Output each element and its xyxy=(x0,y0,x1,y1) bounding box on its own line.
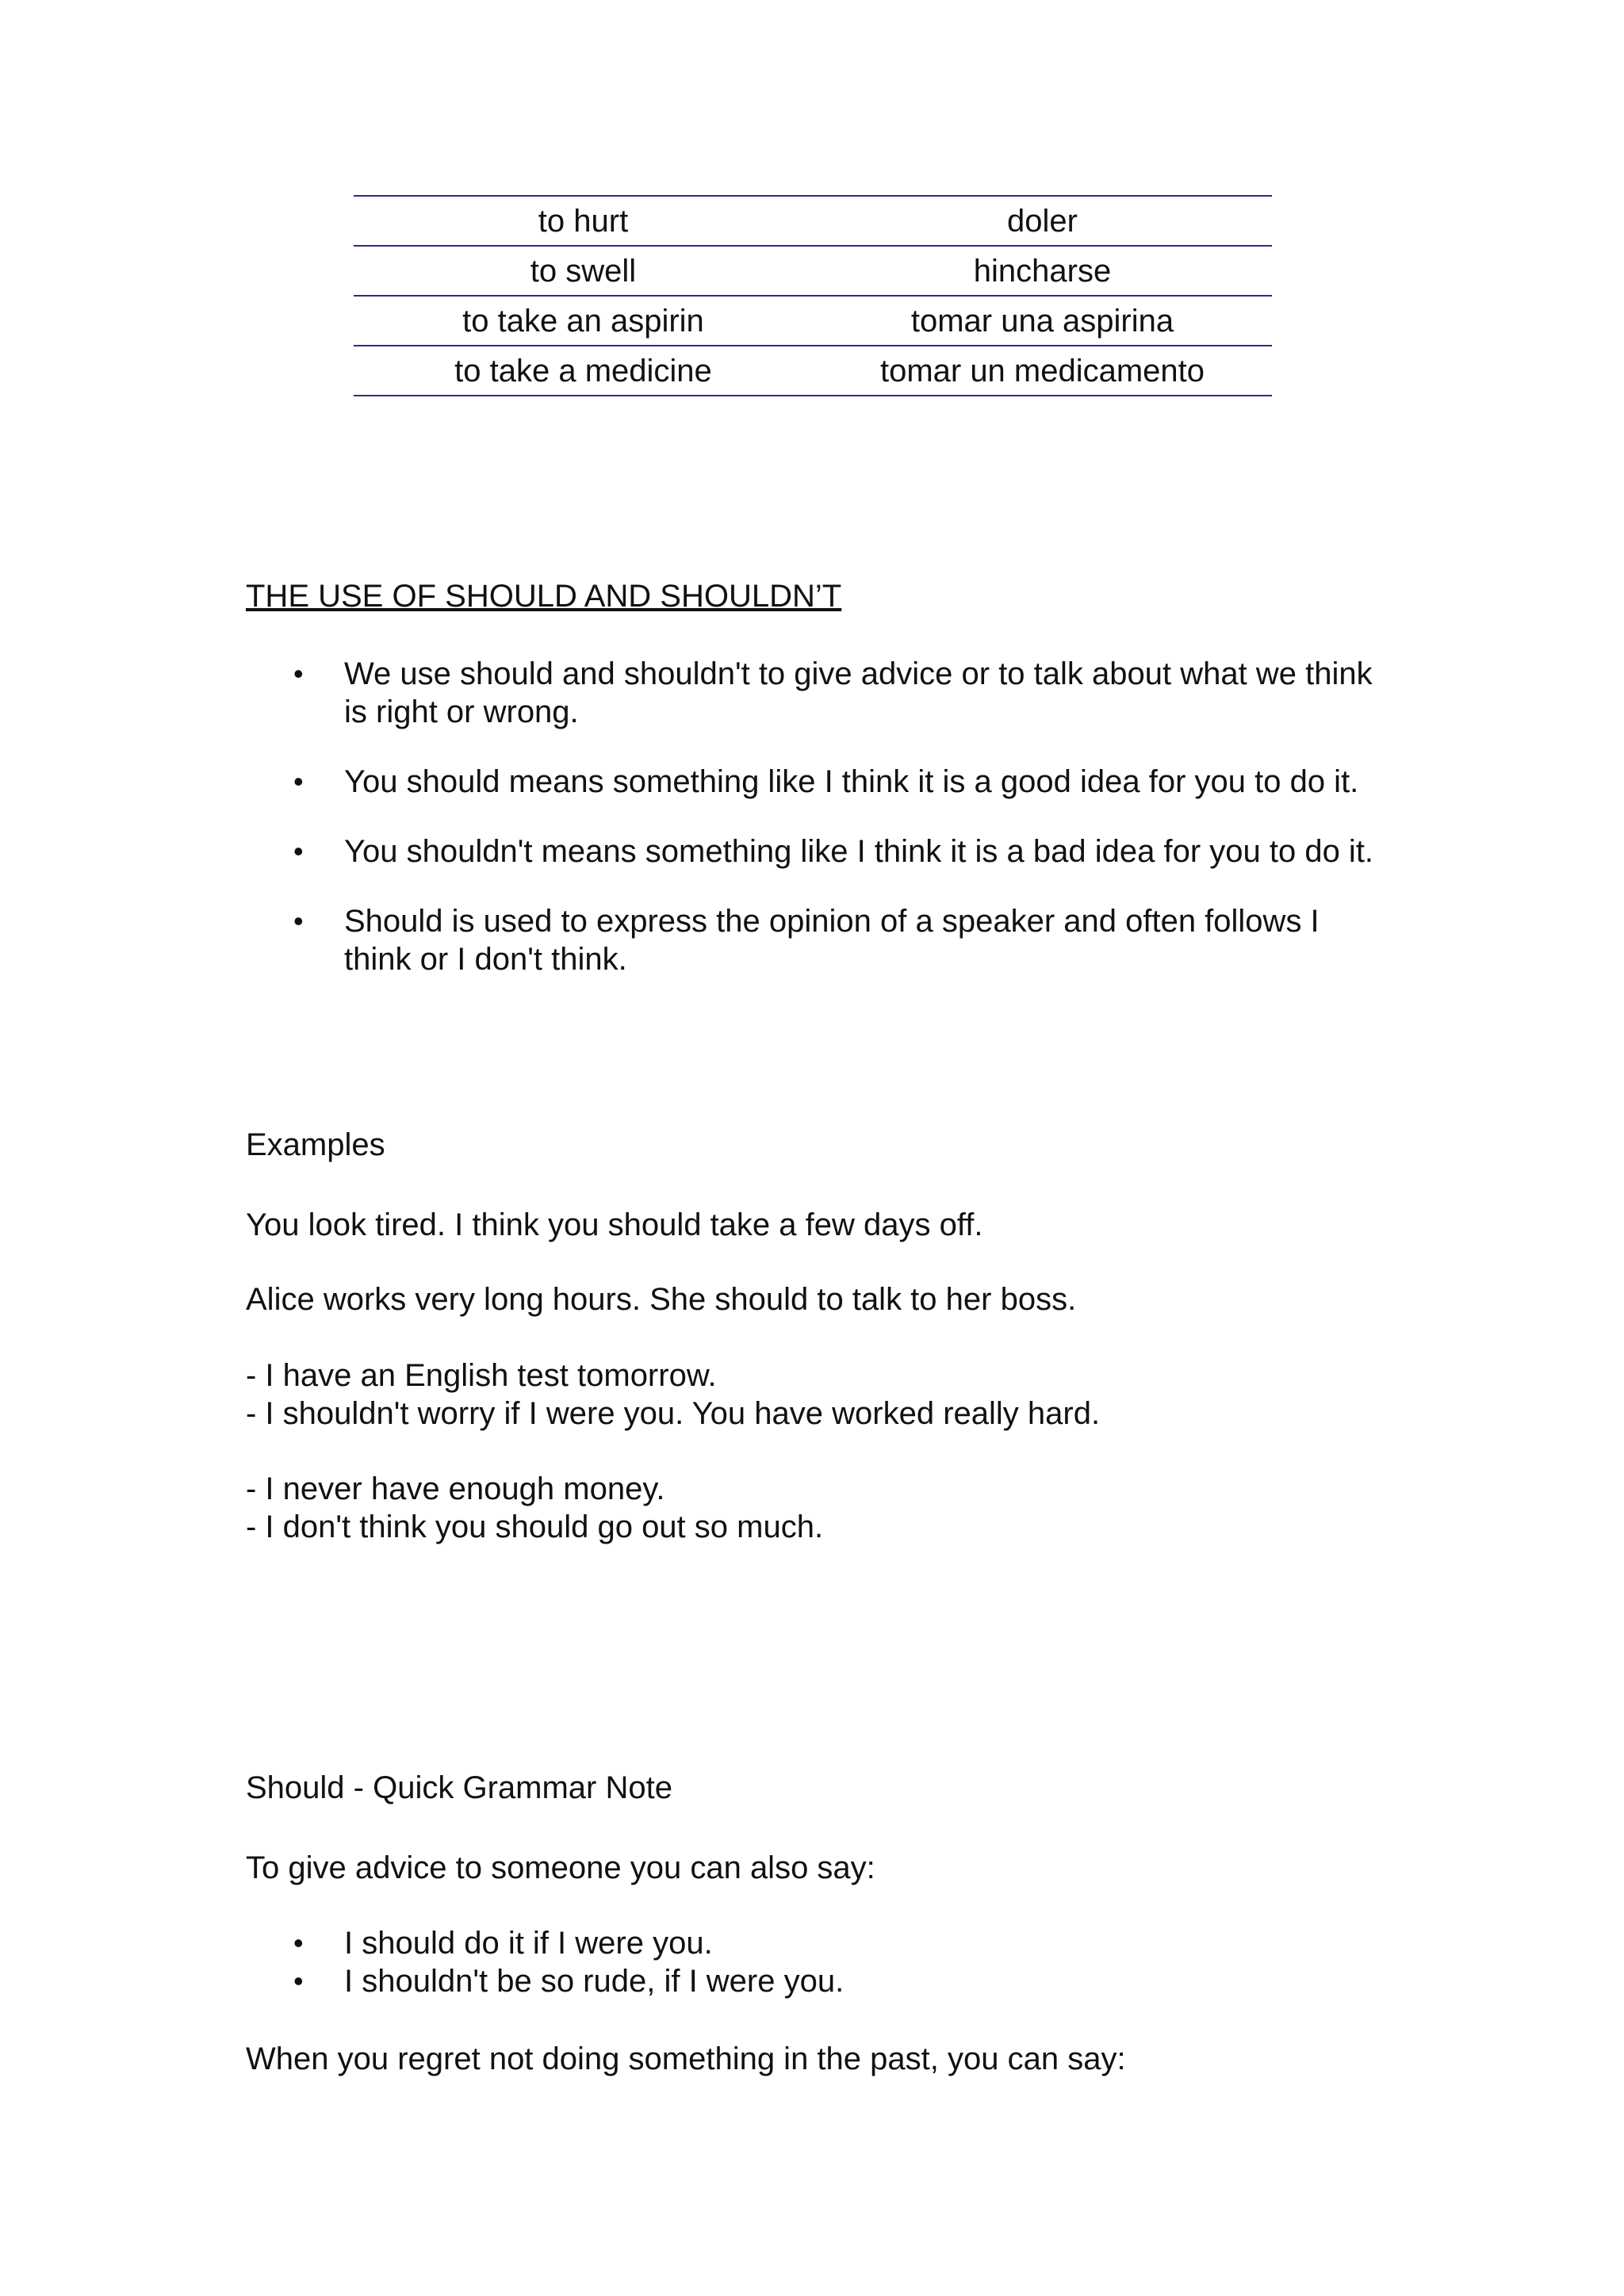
spanish-term: hincharse xyxy=(813,246,1272,296)
note-title: Should - Quick Grammar Note xyxy=(246,1770,672,1805)
spanish-term: tomar un medicamento xyxy=(813,346,1272,396)
table-row xyxy=(354,196,1272,246)
advice-text: I shouldn't be so rude, if I were you. xyxy=(344,1964,845,1999)
spanish-term: doler xyxy=(813,196,1272,246)
rule-text: We use should and shouldn't to give advice or to talk about what we think is right or wrong. xyxy=(344,656,1373,729)
bullet-icon: • xyxy=(293,657,304,690)
rule-text: You shouldn't means something like I think it is a bad idea for you to do it. xyxy=(344,834,1374,869)
bullet-icon: • xyxy=(293,765,304,798)
dialog-line: - I never have enough money. xyxy=(246,1471,665,1506)
list-item xyxy=(246,1962,1388,2000)
rules-list xyxy=(246,655,1388,1010)
english-term: to take an aspirin xyxy=(354,296,813,346)
bullet-icon: • xyxy=(293,905,304,937)
bullet-icon: • xyxy=(293,835,304,867)
list-item xyxy=(246,902,1388,978)
regret-intro: When you regret not doing something in the past, you can say: xyxy=(246,2042,1126,2076)
rule-text: You should means something like I think it is a good idea for you to do it. xyxy=(344,764,1359,799)
example-sentence: You look tired. I think you should take a few days off. xyxy=(246,1207,983,1242)
bullet-icon: • xyxy=(293,1965,304,1997)
example-sentence: Alice works very long hours. She should to talk to her boss. xyxy=(246,1282,1077,1317)
table-row xyxy=(354,346,1272,396)
dialog-line: - I don't think you should go out so much. xyxy=(246,1510,824,1544)
advice-intro: To give advice to someone you can also say: xyxy=(246,1850,875,1885)
section-title: THE USE OF SHOULD AND SHOULDN’T xyxy=(246,579,842,614)
english-term: to hurt xyxy=(354,196,813,246)
list-item xyxy=(246,832,1388,871)
list-item xyxy=(246,655,1388,731)
vocabulary-table xyxy=(354,195,1272,396)
rule-text: Should is used to express the opinion of a speaker and often follows I think or I don't think. xyxy=(344,904,1320,977)
english-term: to swell xyxy=(354,246,813,296)
dialog-line: - I have an English test tomorrow. xyxy=(246,1358,717,1393)
advice-text: I should do it if I were you. xyxy=(344,1926,713,1961)
list-item xyxy=(246,763,1388,801)
dialog-line: - I shouldn't worry if I were you. You have worked really hard. xyxy=(246,1396,1101,1431)
table-row xyxy=(354,246,1272,296)
bullet-icon: • xyxy=(293,1927,304,1959)
list-item xyxy=(246,1924,1388,1962)
examples-heading: Examples xyxy=(246,1127,385,1162)
table-row xyxy=(354,296,1272,346)
spanish-term: tomar una aspirina xyxy=(813,296,1272,346)
english-term: to take a medicine xyxy=(354,346,813,396)
advice-list xyxy=(246,1924,1388,2000)
